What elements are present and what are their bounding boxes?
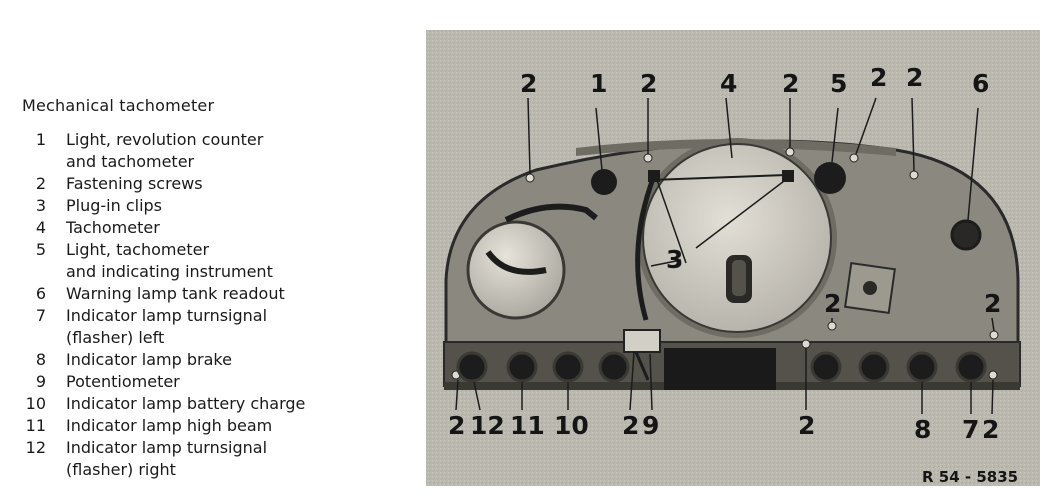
callout-label: 2 — [622, 411, 640, 440]
legend-item-number: 4 — [35, 218, 46, 237]
callout-label: 3 — [666, 245, 684, 274]
callout-label: 5 — [830, 69, 848, 98]
legend-item-text: Potentiometer — [66, 372, 180, 391]
legend-item-text: Fastening screws — [66, 174, 203, 193]
callout-label: 11 — [510, 411, 545, 440]
legend-item — [22, 349, 305, 371]
callout-label: 2 — [984, 289, 1002, 318]
legend-item — [22, 437, 305, 481]
figure-reference-code: R 54 - 5835 — [922, 468, 1019, 486]
legend-item-number: 9 — [35, 372, 46, 391]
legend-item-text: Indicator lamp high beam — [66, 416, 273, 435]
callout-label: 2 — [782, 69, 800, 98]
callout-label: 2 — [798, 411, 816, 440]
legend-item — [22, 173, 305, 195]
callout-label: 8 — [914, 415, 932, 444]
callout-label: 7 — [962, 415, 980, 444]
legend-item — [22, 217, 305, 239]
legend-title: Mechanical tachometer — [22, 96, 215, 115]
legend-item-number: 7 — [35, 306, 46, 325]
legend-item-number: 1 — [35, 130, 46, 149]
legend-item-text: Warning lamp tank readout — [66, 284, 285, 303]
callout-label: 2 — [824, 289, 842, 318]
legend-item-text: Tachometer — [66, 218, 160, 237]
legend-item-number: 8 — [35, 350, 46, 369]
callout-label: 2 — [906, 63, 924, 92]
legend-list — [22, 129, 305, 481]
callout-label: 9 — [642, 411, 660, 440]
legend-item-text: Indicator lamp battery charge — [66, 394, 306, 413]
legend-item — [22, 283, 305, 305]
legend-item-number: 5 — [35, 240, 46, 259]
legend-item — [22, 305, 305, 349]
legend-item-number: 3 — [35, 196, 46, 215]
callout-label: 2 — [870, 63, 888, 92]
instrument-cluster-photo — [426, 30, 1040, 486]
legend-item-text: Light, tachometer and indicating instrument — [66, 240, 273, 281]
legend-item — [22, 195, 305, 217]
callout-label: 2 — [982, 415, 1000, 444]
callout-label: 10 — [554, 411, 589, 440]
callout-label: 1 — [590, 69, 608, 98]
legend-item — [22, 371, 305, 393]
legend-item-text: Light, revolution counter and tachometer — [66, 130, 264, 171]
legend-item-number: 2 — [35, 174, 46, 193]
legend-item-text: Plug-in clips — [66, 196, 163, 215]
legend-item — [22, 393, 305, 415]
legend-item — [22, 129, 305, 173]
callout-label: 2 — [520, 69, 538, 98]
callout-label: 4 — [720, 69, 738, 98]
legend-item-text: Indicator lamp turnsignal (flasher) left — [66, 306, 268, 347]
legend-item — [22, 415, 305, 437]
legend-item-number: 12 — [25, 438, 46, 457]
legend-item-number: 11 — [25, 416, 46, 435]
callout-label: 12 — [470, 411, 505, 440]
callout-label: 2 — [640, 69, 658, 98]
legend-item-number: 10 — [25, 394, 46, 413]
legend-item-number: 6 — [35, 284, 46, 303]
callout-label: 2 — [448, 411, 466, 440]
legend-item-text: Indicator lamp brake — [66, 350, 232, 369]
callout-label: 6 — [972, 69, 990, 98]
legend-item-text: Indicator lamp turnsignal (flasher) right — [66, 438, 268, 479]
legend-item — [22, 239, 305, 283]
